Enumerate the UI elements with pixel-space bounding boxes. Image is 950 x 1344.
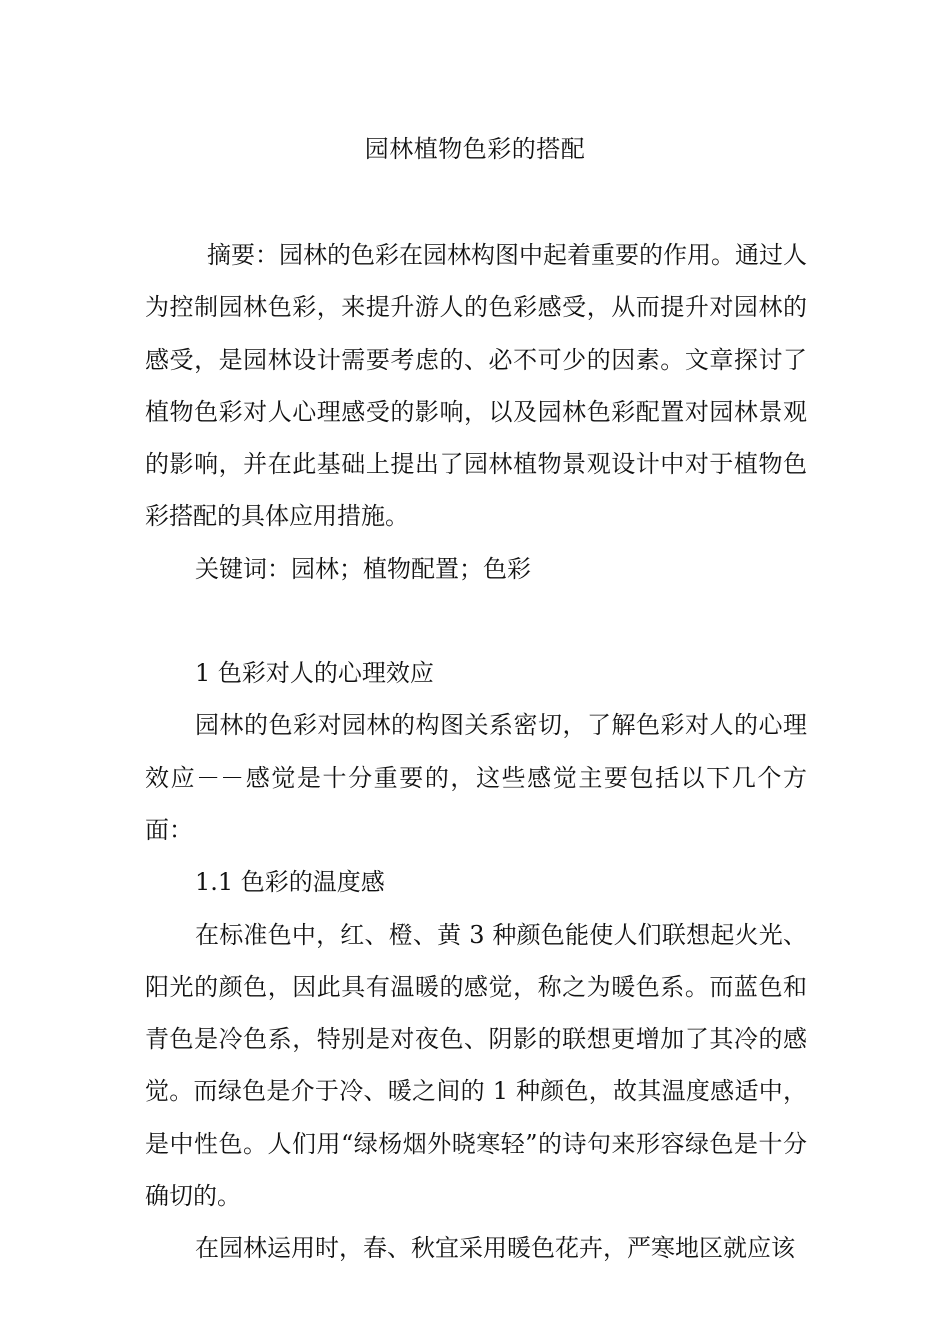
document-body (145, 229, 807, 1275)
abstract-paragraph: 摘要：园林的色彩在园林构图中起着重要的作用。通过人为控制园林色彩，来提升游人的色彩感受，从而提升对园林的感受，是园林设计需要考虑的、必不可少的因素。文章探讨了植物色彩对人心理感受的影响，以及园林色彩配置对园林景观的影响，并在此基础上提出了园林植物景观设计中对于植物色彩搭配的具体应用措施。 (145, 241, 807, 531)
section-spacer (145, 595, 807, 647)
section-1-1-heading: 1.1 色彩的温度感 (195, 868, 385, 897)
section-1-intro-paragraph: 园林的色彩对园林的构图关系密切，了解色彩对人的心理效应－－感觉是十分重要的，这些感觉主要包括以下几个方面： (145, 711, 807, 844)
section-1-1-paragraph-2: 在园林运用时，春、秋宜采用暖色花卉，严寒地区就应该 (195, 1234, 795, 1263)
document-title: 园林植物色彩的搭配 (364, 135, 586, 163)
section-1-heading: 1 色彩对人的心理效应 (195, 659, 434, 688)
section-1-1-paragraph-1: 在标准色中，红、橙、黄 3 种颜色能使人们联想起火光、阳光的颜色，因此具有温暖的感觉，称之为暖色系。而蓝色和青色是冷色系，特别是对夜色、阴影的联想更增加了其冷的感觉。而绿色是介于冷、暖之间的 1 种颜色，故其温度感适中，是中性色。人们用“绿杨烟外晓寒轻”的诗句来形容绿色是十分确切的。 (145, 920, 807, 1211)
keywords-line: 关键词：园林；植物配置；色彩 (195, 554, 531, 583)
